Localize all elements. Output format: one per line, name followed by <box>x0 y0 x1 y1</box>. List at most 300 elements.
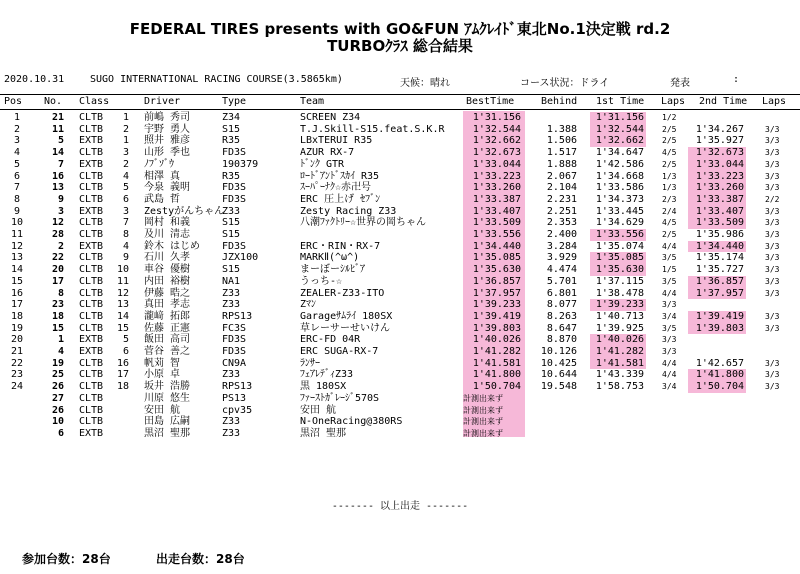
row-team: 黒沼 聖那 <box>300 427 347 439</box>
row-driver: 帆苅 智 <box>144 357 181 369</box>
row-type: JZX100 <box>222 252 259 264</box>
row-driver: 田島 広嗣 <box>144 416 191 428</box>
row-team: ERC-FD 04R <box>300 334 361 346</box>
row-team: まーぼーｼﾙﾋﾞｱ <box>300 264 365 276</box>
row-behind: 2.067 <box>546 170 577 182</box>
row-class-rank: 13 <box>116 299 129 311</box>
row-driver: 石川 久孝 <box>144 252 191 264</box>
row-type: Z33 <box>222 205 241 217</box>
row-pos: 2 <box>13 123 21 135</box>
row-laps-1: 3/3 <box>662 347 677 356</box>
announce-label: 発表 <box>670 78 690 89</box>
row-type: CN9A <box>222 357 247 369</box>
table-row <box>0 112 800 124</box>
row-1st-time: 1'43.339 <box>595 369 644 381</box>
row-pos: 12 <box>10 240 24 252</box>
row-team: ERC・RIN・RX-7 <box>300 240 381 252</box>
table-row <box>0 147 800 159</box>
row-behind: 3.284 <box>546 240 577 252</box>
row-laps-2: 3/3 <box>765 136 780 146</box>
row-besttime: 1'36.857 <box>472 275 521 287</box>
row-car-number: 21 <box>51 112 64 123</box>
row-driver: 前嶋 秀司 <box>144 112 191 123</box>
row-car-number: 3 <box>57 205 64 217</box>
row-besttime: 計測出来ず <box>463 405 503 415</box>
row-class: EXTB <box>79 205 104 217</box>
row-behind: 2.400 <box>546 229 577 240</box>
table-row <box>0 393 800 405</box>
table-row <box>0 241 800 253</box>
table-row <box>0 264 800 276</box>
row-behind: 2.104 <box>546 182 577 194</box>
row-pos: 4 <box>13 147 21 159</box>
row-pos: 17 <box>10 299 24 311</box>
row-driver: 車谷 優樹 <box>144 264 191 276</box>
row-car-number: 1 <box>57 334 64 346</box>
row-2nd-time: 1'35.927 <box>695 135 744 147</box>
row-class-rank: 17 <box>116 369 129 381</box>
row-car-number: 6 <box>57 427 64 439</box>
row-besttime: 1'34.440 <box>472 240 521 252</box>
row-class-rank: 3 <box>122 205 129 217</box>
table-row <box>0 171 800 183</box>
row-laps-1: 4/5 <box>662 148 677 158</box>
row-driver: 佐藤 正憲 <box>144 322 191 334</box>
row-1st-time: 1'39.233 <box>590 299 646 311</box>
row-2nd-time: 1'33.387 <box>688 194 746 206</box>
header-1st-time: 1st Time <box>596 96 645 107</box>
row-class-rank: 10 <box>116 264 129 276</box>
row-pos: 13 <box>10 252 24 264</box>
row-laps-1: 3/3 <box>662 300 677 310</box>
row-pos: 9 <box>13 205 21 217</box>
row-type: S15 <box>222 229 241 240</box>
row-behind: 8.870 <box>546 334 577 346</box>
row-pos: 15 <box>10 275 24 287</box>
row-besttime: 1'33.044 <box>472 158 521 170</box>
row-besttime: 1'33.260 <box>472 182 521 194</box>
row-laps-1: 4/4 <box>662 358 677 368</box>
row-besttime: 1'40.026 <box>472 334 521 346</box>
row-pos: 6 <box>13 170 21 182</box>
row-class-rank: 3 <box>122 147 129 159</box>
header-no: No. <box>44 96 63 107</box>
row-class: CLTB <box>79 112 104 123</box>
row-2nd-time: 1'41.800 <box>688 369 746 381</box>
row-laps-1: 4/4 <box>662 288 677 298</box>
table-row <box>0 416 800 428</box>
row-laps-1: 2/3 <box>662 194 677 204</box>
table-row <box>0 206 800 218</box>
row-1st-time: 1'35.630 <box>590 264 646 276</box>
row-pos: 8 <box>13 193 21 205</box>
row-laps-1: 3/5 <box>662 323 677 333</box>
row-team: Zesty Racing Z33 <box>300 205 397 217</box>
row-car-number: 7 <box>57 158 64 170</box>
row-besttime: 1'33.407 <box>472 205 521 217</box>
row-behind: 8.263 <box>546 310 577 322</box>
row-class-rank: 5 <box>122 334 129 346</box>
starters-count: 出走台数：28台 <box>156 552 245 566</box>
row-laps-2: 3/3 <box>765 288 780 298</box>
row-type: 190379 <box>222 158 259 170</box>
row-class: CLTB <box>79 229 104 240</box>
row-behind: 1.888 <box>546 158 577 170</box>
row-car-number: 12 <box>51 217 64 229</box>
row-class-rank: 4 <box>122 170 129 182</box>
row-team: Garageｻﾑﾗｲ 180SX <box>300 310 393 322</box>
row-class: CLTB <box>79 392 104 404</box>
row-car-number: 25 <box>51 369 64 381</box>
row-car-number: 15 <box>51 322 64 334</box>
row-driver: 川原 悠生 <box>144 392 191 404</box>
row-team: AZUR RX-7 <box>300 147 355 159</box>
row-besttime: 1'31.156 <box>472 112 521 123</box>
row-car-number: 17 <box>51 275 64 287</box>
row-class: CLTB <box>79 299 104 311</box>
row-2nd-time: 1'32.673 <box>688 147 746 159</box>
row-2nd-time: 1'37.957 <box>688 288 746 300</box>
row-type: NA1 <box>222 275 241 287</box>
end-note: ------- 以上出走 ------- <box>331 501 469 512</box>
row-besttime: 計測出来ず <box>463 428 503 438</box>
row-besttime: 1'35.085 <box>472 252 521 264</box>
row-laps-1: 1/3 <box>662 183 677 193</box>
row-class: EXTB <box>79 334 104 346</box>
row-car-number: 16 <box>51 170 64 182</box>
row-2nd-time: 1'36.857 <box>688 276 746 288</box>
row-laps-2: 3/3 <box>765 265 780 275</box>
table-row <box>0 124 800 136</box>
table-row <box>0 288 800 300</box>
row-team: 草レーサーせいけん <box>300 322 390 334</box>
row-type: Z33 <box>222 416 241 428</box>
row-1st-time: 1'34.647 <box>595 147 644 159</box>
row-pos: 10 <box>10 217 24 229</box>
row-laps-1: 4/5 <box>662 218 677 228</box>
row-class: EXTB <box>79 427 104 439</box>
row-driver: 飯田 高司 <box>144 334 191 346</box>
row-class-rank: 7 <box>122 217 129 229</box>
row-class: CLTB <box>79 381 104 393</box>
table-row <box>0 159 800 171</box>
table-row <box>0 229 800 241</box>
row-class: CLTB <box>79 357 104 369</box>
row-laps-1: 1/5 <box>662 265 677 275</box>
row-2nd-time: 1'35.727 <box>695 264 744 276</box>
row-laps-2: 3/3 <box>765 323 780 333</box>
row-besttime: 1'35.630 <box>472 264 521 276</box>
row-besttime: 1'41.800 <box>472 369 521 381</box>
row-class-rank: 9 <box>122 252 129 264</box>
table-row <box>0 276 800 288</box>
row-class: CLTB <box>79 287 104 299</box>
title-line-1: FEDERAL TIRES presents with GO&FUN ｱﾑｸﾚｲﾄﾞ東北No.1決定戦 rd.2 <box>129 20 671 38</box>
row-pos: 21 <box>10 346 24 357</box>
row-besttime: 1'50.704 <box>472 381 521 393</box>
row-behind: 6.801 <box>546 287 577 299</box>
header-2nd-time: 2nd Time <box>699 96 748 107</box>
row-class: EXTB <box>79 346 104 357</box>
row-driver: 坂井 浩勝 <box>144 381 191 393</box>
row-class: CLTB <box>79 310 104 322</box>
table-row <box>0 358 800 370</box>
row-team: うっち-☆ <box>300 275 343 287</box>
row-team: ﾌｪｱﾚﾃﾞｨZ33 <box>300 369 354 381</box>
row-laps-2: 3/3 <box>765 171 780 181</box>
row-class: CLTB <box>79 170 104 182</box>
row-team: ﾗﾝｻｰ <box>300 357 320 369</box>
table-row <box>0 334 800 346</box>
row-type: cpv35 <box>222 404 253 416</box>
row-laps-1: 2/5 <box>662 230 677 239</box>
table-row <box>0 323 800 335</box>
row-driver: 黒沼 聖那 <box>144 427 191 439</box>
row-driver: 武島 哲 <box>144 193 181 205</box>
table-row <box>0 346 800 358</box>
row-laps-2: 2/2 <box>765 194 780 204</box>
row-1st-time: 1'33.586 <box>595 182 644 194</box>
row-behind: 5.701 <box>546 275 577 287</box>
row-driver: 山形 季也 <box>144 147 191 159</box>
row-2nd-time: 1'34.267 <box>695 123 744 135</box>
row-driver: 岡村 和義 <box>144 217 191 229</box>
row-laps-2: 3/3 <box>765 276 780 286</box>
row-driver: Zestyがんちゃん <box>144 205 225 217</box>
row-besttime: 計測出来ず <box>463 417 503 427</box>
row-class: CLTB <box>79 275 104 287</box>
row-1st-time: 1'38.478 <box>595 287 644 299</box>
row-1st-time: 1'37.115 <box>595 275 644 287</box>
row-type: FD3S <box>222 334 247 346</box>
row-laps-2: 3/3 <box>765 241 780 251</box>
table-row <box>0 369 800 381</box>
row-1st-time: 1'33.556 <box>590 229 646 241</box>
table-row <box>0 194 800 206</box>
row-pos: 20 <box>10 334 24 346</box>
row-laps-2: 3/3 <box>765 311 780 321</box>
row-laps-2: 3/3 <box>765 382 780 392</box>
row-team: ﾌｧｰｽﾄｶﾞﾚｰｼﾞ570S <box>300 392 380 404</box>
row-class-rank: 8 <box>122 229 129 240</box>
row-class: CLTB <box>79 322 104 334</box>
row-car-number: 20 <box>51 264 64 276</box>
row-class-rank: 14 <box>116 310 129 322</box>
table-row <box>0 135 800 147</box>
row-class: EXTB <box>79 135 104 147</box>
row-driver: 照井 雅彦 <box>144 135 191 147</box>
header-pos: Pos <box>4 96 23 107</box>
row-driver: 伊藤 晧之 <box>144 287 191 299</box>
row-laps-1: 2/4 <box>662 206 677 216</box>
row-2nd-time: 1'35.986 <box>695 229 744 240</box>
row-class: CLTB <box>79 193 104 205</box>
row-car-number: 26 <box>51 381 64 393</box>
row-driver: 及川 清志 <box>144 229 191 240</box>
row-type: R35 <box>222 170 241 182</box>
row-behind: 10.644 <box>540 369 577 381</box>
row-class-rank: 1 <box>122 112 129 123</box>
row-behind: 2.231 <box>546 193 577 205</box>
row-1st-time: 1'32.544 <box>590 124 646 136</box>
row-pos: 7 <box>13 182 21 194</box>
row-type: Z33 <box>222 287 241 299</box>
row-team: ｽｰﾊﾟｰﾅｸ☆赤卍号 <box>300 182 372 194</box>
row-driver: 内田 裕樹 <box>144 275 191 287</box>
row-class: CLTB <box>79 416 104 428</box>
row-2nd-time: 1'33.260 <box>688 182 746 194</box>
row-besttime: 1'41.581 <box>472 357 521 369</box>
header-driver: Driver <box>144 96 181 107</box>
row-type: Z33 <box>222 369 241 381</box>
row-class: CLTB <box>79 217 104 229</box>
row-laps-2: 3/3 <box>765 159 780 169</box>
row-team: SCREEN Z34 <box>300 112 361 123</box>
row-team: ZEALER-Z33-ITO <box>300 287 385 299</box>
row-2nd-time: 1'34.440 <box>688 241 746 253</box>
row-car-number: 13 <box>51 182 64 194</box>
row-besttime: 1'33.223 <box>472 170 521 182</box>
row-laps-2: 3/3 <box>765 370 780 380</box>
row-class-rank: 5 <box>122 182 129 194</box>
row-pos: 22 <box>10 357 24 369</box>
row-class-rank: 6 <box>122 193 129 205</box>
row-driver: 小原 卓 <box>144 369 181 381</box>
row-car-number: 4 <box>57 346 64 357</box>
header-type: Type <box>222 96 247 107</box>
row-driver: 真田 孝志 <box>144 299 191 311</box>
row-team: ﾛｰﾄﾞｱﾝﾄﾞｽｶｲ R35 <box>300 170 380 182</box>
row-laps-2: 3/3 <box>765 358 780 368</box>
header-besttime: BestTime <box>466 96 515 107</box>
row-type: FD3S <box>222 147 247 159</box>
row-class-rank: 11 <box>116 275 129 287</box>
row-team: MARKⅡ(^ω^) <box>300 252 360 264</box>
row-driver: 菅谷 善之 <box>144 346 191 357</box>
row-driver: 鈴木 はじめ <box>144 240 201 252</box>
row-behind: 1.388 <box>546 123 577 135</box>
table-header <box>0 94 800 110</box>
row-team: Zﾏﾝ <box>300 299 317 311</box>
row-1st-time: 1'33.445 <box>595 205 644 217</box>
row-2nd-time: 1'50.704 <box>688 381 746 393</box>
table-row <box>0 428 800 440</box>
row-pos: 23 <box>10 369 24 381</box>
entries-count: 参加台数：28台 <box>22 552 111 566</box>
row-pos: 3 <box>13 135 21 147</box>
table-row <box>0 252 800 264</box>
row-car-number: 10 <box>51 416 64 428</box>
row-class-rank: 4 <box>122 240 129 252</box>
row-laps-1: 3/5 <box>662 276 677 286</box>
row-class: CLTB <box>79 182 104 194</box>
row-type: Z33 <box>222 299 241 311</box>
row-laps-1: 2/5 <box>662 124 677 134</box>
row-1st-time: 1'32.662 <box>590 135 646 147</box>
row-type: FD3S <box>222 240 247 252</box>
row-laps-2: 3/3 <box>765 124 780 134</box>
row-team: ERC 圧上げ ｾﾌﾞﾝ <box>300 193 381 205</box>
row-team: N-OneRacing@380RS <box>300 416 403 428</box>
row-car-number: 28 <box>51 229 64 240</box>
row-driver: 安田 航 <box>144 404 181 416</box>
date: 2020.10.31 <box>4 74 65 85</box>
row-1st-time: 1'41.282 <box>590 346 646 358</box>
row-type: RPS13 <box>222 310 253 322</box>
row-class: CLTB <box>79 123 104 135</box>
row-class-rank: 12 <box>116 287 129 299</box>
header-team: Team <box>300 96 325 107</box>
row-behind: 8.647 <box>546 322 577 334</box>
row-behind: 10.425 <box>540 357 577 369</box>
row-car-number: 14 <box>51 147 64 159</box>
row-1st-time: 1'34.373 <box>595 193 644 205</box>
row-behind: 1.517 <box>546 147 577 159</box>
row-besttime: 1'32.662 <box>472 135 521 147</box>
table-row <box>0 299 800 311</box>
table-row <box>0 405 800 417</box>
row-1st-time: 1'40.026 <box>590 334 646 346</box>
row-team: 黒 180SX <box>300 381 347 393</box>
row-team: ﾄﾞﾝｸ GTR <box>300 158 345 170</box>
row-laps-2: 3/3 <box>765 230 780 239</box>
row-type: FD3S <box>222 182 247 194</box>
row-car-number: 5 <box>57 135 64 147</box>
row-type: S15 <box>222 123 241 135</box>
row-besttime: 1'32.673 <box>472 147 521 159</box>
row-besttime: 1'39.233 <box>472 299 521 311</box>
header-behind: Behind <box>541 96 578 107</box>
row-car-number: 18 <box>51 310 64 322</box>
row-besttime: 1'37.957 <box>472 287 521 299</box>
table-row <box>0 217 800 229</box>
row-team: 安田 航 <box>300 404 337 416</box>
row-behind: 2.353 <box>546 217 577 229</box>
row-type: PS13 <box>222 392 247 404</box>
row-1st-time: 1'34.629 <box>595 217 644 229</box>
row-laps-1: 2/5 <box>662 159 677 169</box>
row-type: FD3S <box>222 346 247 357</box>
course-name: SUGO INTERNATIONAL RACING COURSE(3.5865km) <box>90 74 343 85</box>
row-behind: 1.506 <box>546 135 577 147</box>
header-class: Class <box>79 96 110 107</box>
row-team: 八潮ﾌｧｸﾄﾘｰ☆世界の岡ちゃん <box>300 217 427 229</box>
row-type: RPS13 <box>222 381 253 393</box>
row-behind: 3.929 <box>546 252 577 264</box>
row-car-number: 26 <box>51 404 64 416</box>
row-class: CLTB <box>79 404 104 416</box>
row-besttime: 1'41.282 <box>472 346 521 357</box>
row-class-rank: 16 <box>116 357 129 369</box>
row-behind: 8.077 <box>546 299 577 311</box>
row-laps-1: 2/5 <box>662 136 677 146</box>
row-laps-1: 4/4 <box>662 241 677 251</box>
row-laps-1: 1/2 <box>662 113 677 122</box>
row-class-rank: 2 <box>122 158 129 170</box>
row-driver: 今泉 義明 <box>144 182 191 194</box>
row-class: CLTB <box>79 369 104 381</box>
row-besttime: 1'39.803 <box>472 322 521 334</box>
row-laps-2: 3/3 <box>765 206 780 216</box>
row-laps-2: 3/3 <box>765 148 780 158</box>
row-type: Z33 <box>222 427 241 439</box>
row-laps-1: 3/4 <box>662 382 677 392</box>
row-2nd-time: 1'39.419 <box>688 311 746 323</box>
row-1st-time: 1'31.156 <box>590 112 646 124</box>
row-besttime: 計測出来ず <box>463 393 503 403</box>
row-2nd-time: 1'33.223 <box>688 171 746 183</box>
row-laps-1: 3/4 <box>662 311 677 321</box>
